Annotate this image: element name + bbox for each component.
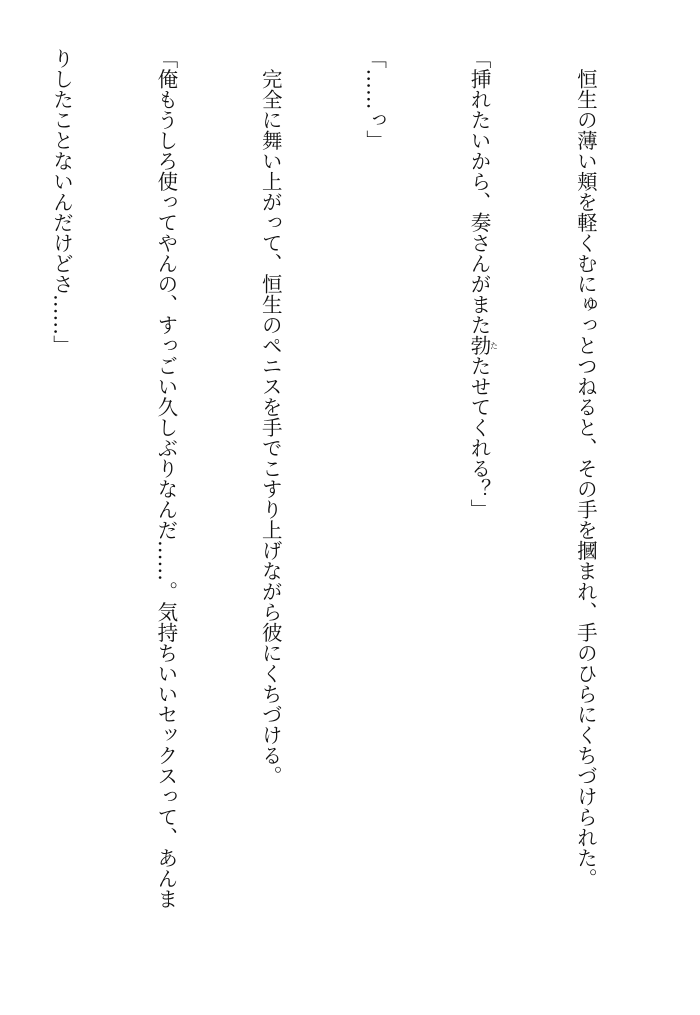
- ruby-annotation: 勃た: [467, 335, 499, 356]
- text-line: 「……っ」: [362, 48, 387, 151]
- vertical-text-body: [0, 48, 672, 968]
- text-line: 「俺もうしろ使ってやんの、すっごい久しぶりなんだ……。気持ちいいセックスって、あんま: [153, 48, 178, 909]
- text-line: 「挿れたいから、奏さんがまた勃たたせてくれる？」: [467, 48, 499, 520]
- text-line: 恒生の薄い頬を軽くむにゅっとつねると、その手を摑まれ、手のひらにくちづけられた。: [573, 48, 598, 889]
- text-line: 完全に舞い上がって、恒生のペニスを手でこすり上げながら彼にくちづける。: [258, 48, 283, 786]
- text-line: りしたことないんだけどさ……」: [49, 48, 74, 356]
